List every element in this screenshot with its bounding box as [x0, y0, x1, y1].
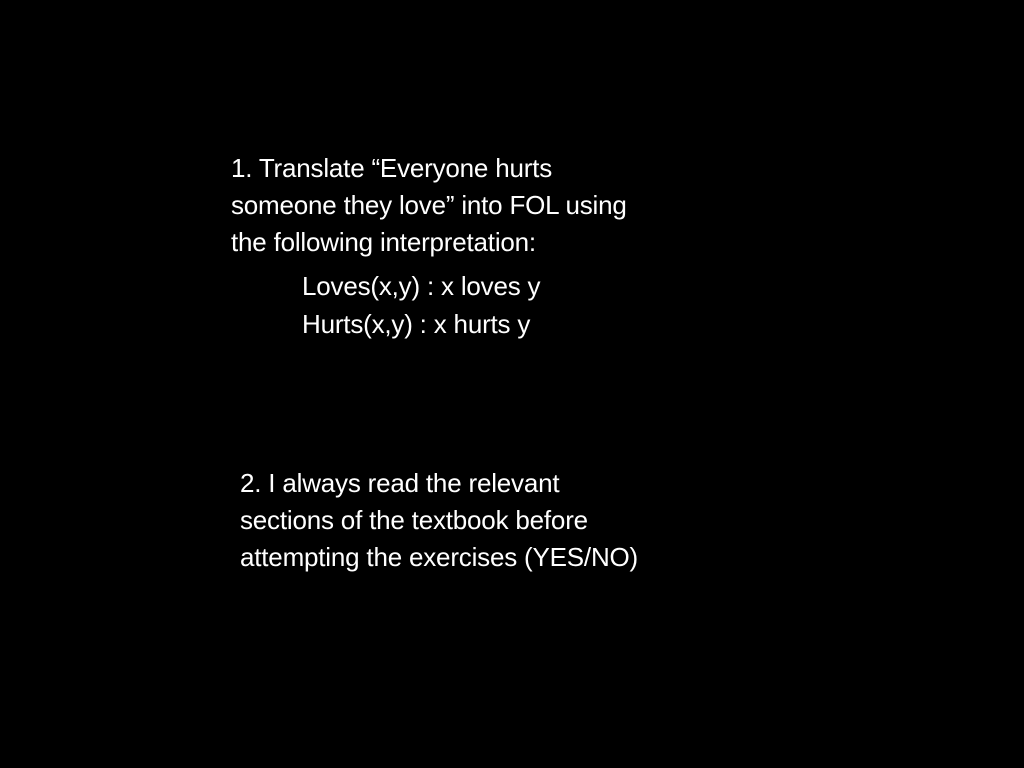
question-2-line: 2. I always read the relevant: [240, 468, 560, 498]
interpretation-block: [302, 267, 702, 343]
question-2-line: sections of the textbook before: [240, 505, 588, 535]
question-2-line: attempting the exercises (YES/NO): [240, 542, 638, 572]
question-1-line: the following interpretation:: [231, 227, 536, 257]
question-1: [231, 150, 751, 261]
question-2: [240, 465, 760, 576]
question-1-line: 1. Translate “Everyone hurts: [231, 153, 552, 183]
interpretation-hurts: Hurts(x,y) : x hurts y: [302, 309, 531, 339]
question-1-line: someone they love” into FOL using: [231, 190, 627, 220]
interpretation-loves: Loves(x,y) : x loves y: [302, 271, 541, 301]
